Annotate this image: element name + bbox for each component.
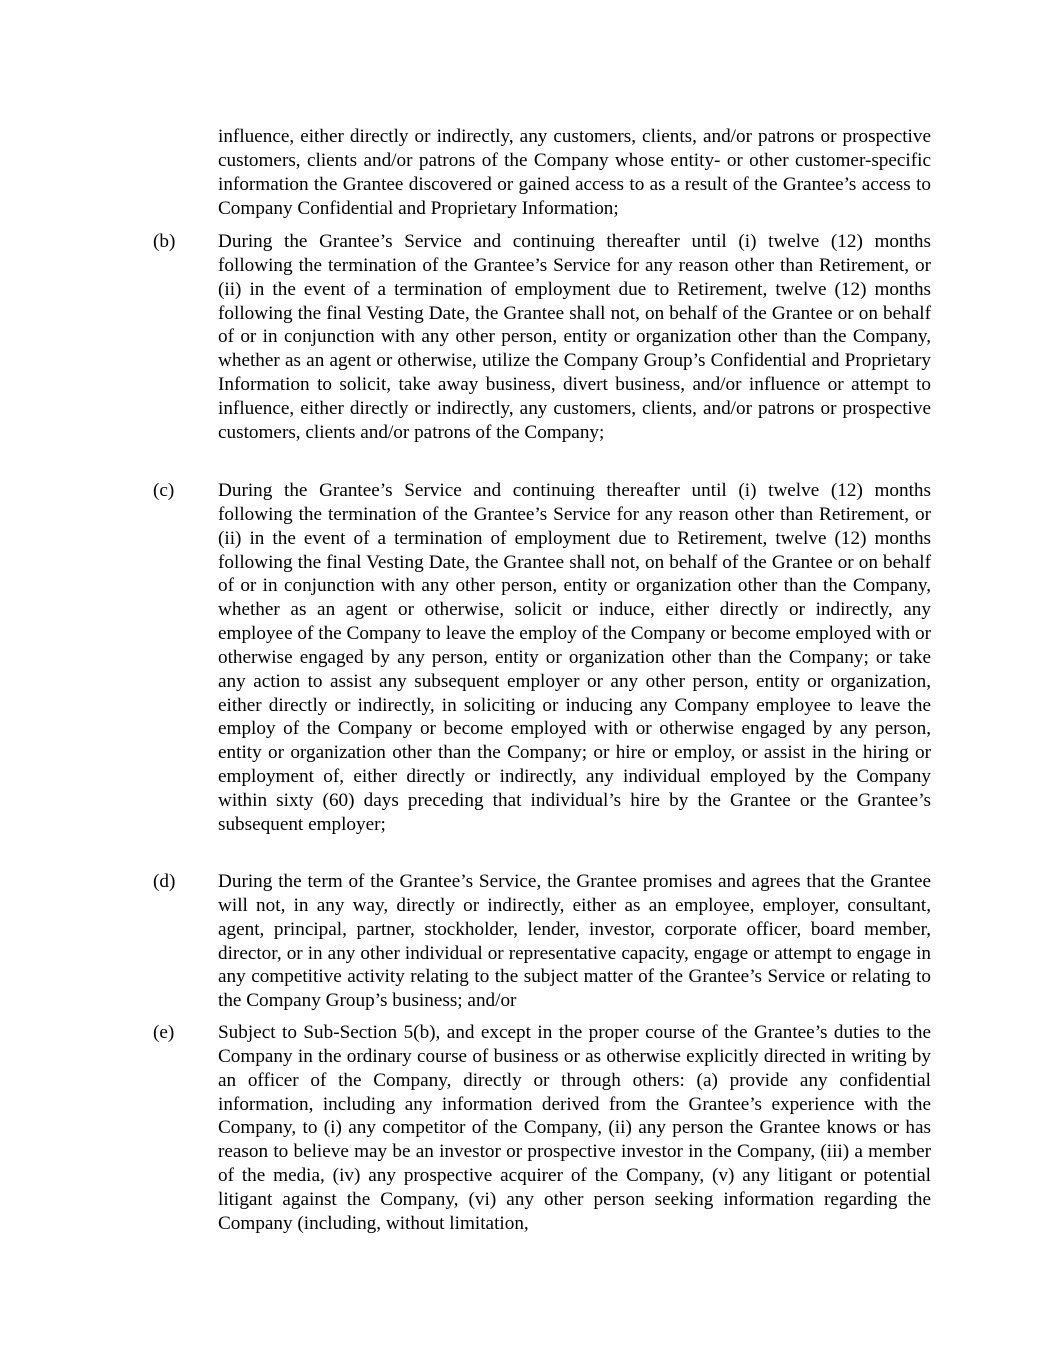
clause-text: During the Grantee’s Service and continuing thereafter until (i) twelve (12) months following the termination of the Grantee’s Service for any reason other than Retirement, or (ii) in the event of a termination of employment due to Retirement, twelve (12) months following the final Vesting Date, the Grantee shall not, on behalf of the Grantee or on behalf of or in conjunction with any other person, entity or organization other than the Company, whether as an agent or otherwise, utilize the Company Group’s Confidential and Proprietary Information to solicit, take away business, divert business, and/or influence or attempt to influence, either directly or indirectly, any customers, clients, and/or patrons or prospective customers, clients and/or patrons of the Company; (218, 231, 931, 443)
clause-text: Subject to Sub-Section 5(b), and except in the proper course of the Grantee’s duties to the Company in the ordinary course of business or as otherwise explicitly directed in writing by an officer of the Company, directly or through others: (a) provide any confidential information, including any information derived from the Grantee’s experience with the Company, to (i) any competitor of the Company, (ii) any person the Grantee knows or has reason to believe may be an investor or prospective investor in the Company, (iii) a member of the media, (iv) any prospective acquirer of the Company, (v) any litigant or potential litigant against the Company, (vi) any other person seeking information regarding the Company (including, without limitation, (218, 1022, 931, 1234)
continuation-paragraph: influence, either directly or indirectly, any customers, clients, and/or patrons or prospective customers, clients and/or patrons of the Company whose entity- or other customer-specific information the Grantee discovered or gained access to as a result of the Grantee’s access to Company Confidential and Proprietary Information; (218, 126, 931, 219)
clause-label: (c) (153, 480, 175, 501)
clause-label: (d) (153, 871, 176, 892)
clause-label: (e) (153, 1022, 175, 1043)
clause-text: During the term of the Grantee’s Service, the Grantee promises and agrees that the Grantee will not, in any way, directly or indirectly, either as an employee, employer, consultant, agent, principal, partner, stockholder, lender, investor, corporate officer, board member, director, or in any other individual or representative capacity, engage or attempt to engage in any competitive activity relating to the subject matter of the Grantee’s Service or relating to the Company Group’s business; and/or (218, 871, 931, 1012)
clause-text: During the Grantee’s Service and continuing thereafter until (i) twelve (12) months following the termination of the Grantee’s Service for any reason other than Retirement, or (ii) in the event of a termination of employment due to Retirement, twelve (12) months following the final Vesting Date, the Grantee shall not, on behalf of the Grantee or on behalf of or in conjunction with any other person, entity or organization other than the Company, whether as an agent or otherwise, solicit or induce, either directly or indirectly, any employee of the Company to leave the employ of the Company or become employed with or otherwise engaged by any person, entity or organization other than the Company; or take any action to assist any subsequent employer or any other person, entity or organization, either directly or indirectly, in soliciting or inducing any Company employee to leave the employ of the Company or become employed with or otherwise engaged by any person, entity or organization other than the Company; or hire or employ, or assist in the hiring or employment of, either directly or indirectly, any individual employed by the Company within sixty (60) days preceding that individual’s hire by the Grantee or the Grantee’s subsequent employer; (218, 480, 931, 835)
clause-label: (b) (153, 231, 176, 252)
